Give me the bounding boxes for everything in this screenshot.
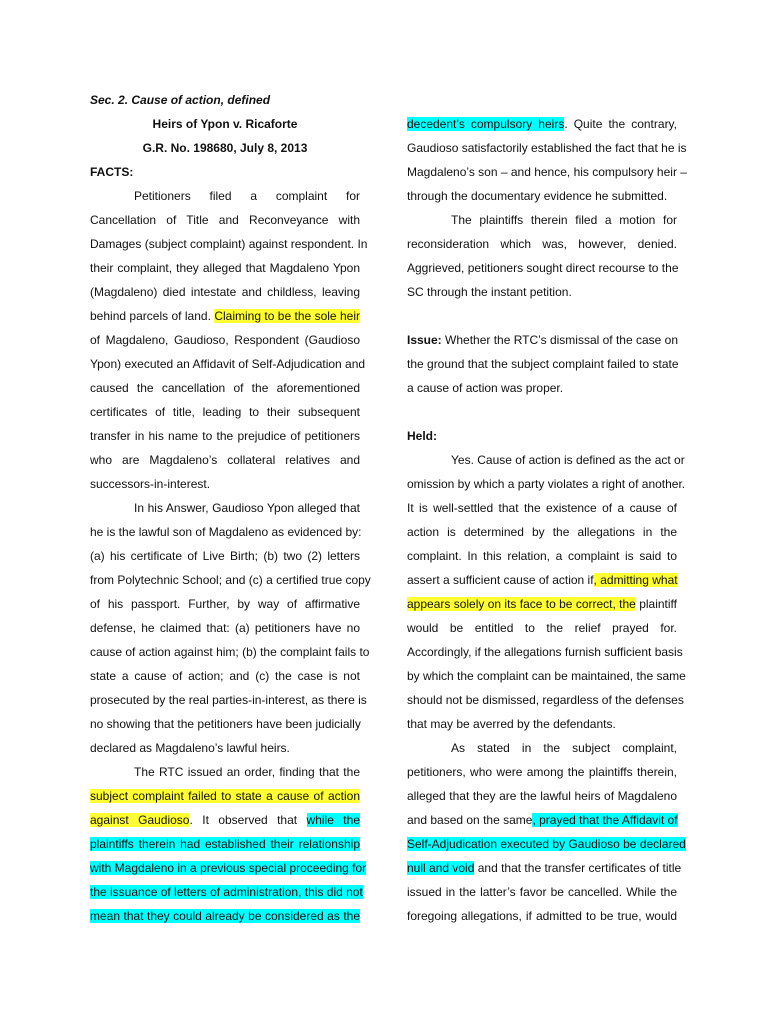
- text-line: by which the complaint can be maintained, the same: [407, 669, 686, 683]
- case-number: G.R. No. 198680, July 8, 2013: [142, 141, 308, 155]
- text-line: SC through the instant petition.: [407, 285, 572, 299]
- text-line: The plaintiffs therein filed a motion for: [451, 213, 677, 227]
- text-line: (a) his certificate of Live Birth; (b) two (2) letters: [90, 549, 360, 563]
- text-line: [407, 832, 686, 856]
- highlight-yellow: Claiming to be the sole heir: [214, 309, 360, 323]
- text-line: The RTC issued an order, finding that the: [134, 765, 360, 779]
- text-line: through the documentary evidence he submitted.: [407, 189, 668, 203]
- text-line: Accordingly, if the allegations furnish sufficient basis: [407, 645, 683, 659]
- text-line: of Magdaleno, Gaudioso, Respondent (Gaudioso: [90, 333, 360, 347]
- text-line: Ypon) executed an Affidavit of Self-Adjudication and: [90, 357, 366, 371]
- text-line: cause of action against him; (b) the complaint fails to: [90, 645, 370, 659]
- text-line: against Gaudioso. It observed that while the: [90, 813, 360, 827]
- spacer: [407, 304, 677, 328]
- text-line: that may be averred by the defendants.: [407, 717, 616, 731]
- text-line: issued in the latter’s favor be cancelled. While the: [407, 885, 677, 899]
- text-line: defense, he claimed that: (a) petitioners have no: [90, 621, 360, 635]
- text-line: action is determined by the allegations in the: [407, 525, 677, 539]
- text-line: caused the cancellation of the aforementioned: [90, 381, 360, 395]
- text-line: decedent’s compulsory heirs. Quite the contrary,: [407, 117, 678, 131]
- text-line: petitioners, who were among the plaintiffs therein,: [407, 765, 677, 779]
- text-line: and based on the same, prayed that the Affidavit of: [407, 813, 678, 827]
- text-line: In his Answer, Gaudioso Ypon alleged that: [134, 501, 360, 515]
- text-line: would be entitled to the relief prayed for.: [407, 621, 677, 635]
- text-line: alleged that they are the lawful heirs of Magdaleno: [407, 789, 677, 803]
- highlight-yellow: , admitting what: [593, 573, 678, 587]
- text-line: Petitioners filed a complaint for: [134, 189, 360, 203]
- facts-label: FACTS:: [90, 165, 134, 179]
- text-line: Gaudioso satisfactorily established the fact that he is: [407, 141, 687, 155]
- issue-line: Issue: Whether the RTC’s dismissal of the case on: [407, 333, 679, 347]
- held-label: Held:: [407, 429, 437, 443]
- text-line: transfer in his name to the prejudice of petitioners: [90, 429, 360, 443]
- text-line: certificates of title, leading to their subsequent: [90, 405, 360, 419]
- highlight-cyan: decedent’s compulsory heirs: [407, 117, 565, 131]
- highlight-cyan: mean that they could already be considered as the: [90, 909, 360, 923]
- text-line: declared as Magdaleno’s lawful heirs.: [90, 741, 290, 755]
- text-line: Yes. Cause of action is defined as the act or: [451, 453, 685, 467]
- text-line: assert a sufficient cause of action if, admitting what: [407, 573, 678, 587]
- left-column: [90, 88, 371, 928]
- highlight-cyan: , prayed that the Affidavit of: [532, 813, 678, 827]
- text-line: Magdaleno’s son – and hence, his compulsory heir –: [407, 165, 687, 179]
- text-line: their complaint, they alleged that Magdaleno Ypon: [90, 261, 360, 275]
- text-line: successors-in-interest.: [90, 477, 211, 491]
- text-line: omission by which a party violates a right of another.: [407, 477, 686, 491]
- text-line: [90, 880, 363, 904]
- text-line: complaint. In this relation, a complaint is said to: [407, 549, 677, 563]
- text-line: [90, 856, 367, 880]
- text-line: It is well-settled that the existence of a cause of: [407, 501, 677, 515]
- text-line: from Polytechnic School; and (c) a certified true copy: [90, 573, 371, 587]
- text-line: should not be dismissed, regardless of the defenses: [407, 693, 684, 707]
- text-line: behind parcels of land. Claiming to be the sole heir: [90, 309, 360, 323]
- text-line: [90, 832, 360, 856]
- highlight-cyan: Self-Adjudication executed by Gaudioso be declared: [407, 837, 686, 851]
- highlight-cyan: null and void: [407, 861, 475, 875]
- issue-label: Issue:: [407, 333, 442, 347]
- text-line: (Magdaleno) died intestate and childless, leaving: [90, 285, 360, 299]
- highlight-cyan: plaintiffs therein had established their relationship: [90, 837, 360, 851]
- text-line: Cancellation of Title and Reconveyance with: [90, 213, 360, 227]
- text-line: appears solely on its face to be correct, the plaintiff: [407, 597, 678, 611]
- case-title: Heirs of Ypon v. Ricaforte: [152, 117, 298, 131]
- text-line: a cause of action was proper.: [407, 381, 564, 395]
- highlight-cyan: with Magdaleno in a previous special proceeding for: [90, 861, 367, 875]
- highlight-yellow: subject complaint failed to state a cause of action: [90, 789, 360, 803]
- spacer: [407, 400, 677, 424]
- highlight-cyan: the issuance of letters of administration, this did not: [90, 885, 363, 899]
- highlight-yellow: appears solely on its face to be correct, the: [407, 597, 636, 611]
- text-line: Aggrieved, petitioners sought direct recourse to the: [407, 261, 679, 275]
- text-line: no showing that the petitioners have been judicially: [90, 717, 361, 731]
- text-line: Damages (subject complaint) against respondent. In: [90, 237, 368, 251]
- text-line: of his passport. Further, by way of affirmative: [90, 597, 360, 611]
- highlight-cyan: while the: [306, 813, 360, 827]
- text-line: null and void and that the transfer certificates of title: [407, 861, 682, 875]
- text-line: who are Magdaleno’s collateral relatives and: [90, 453, 360, 467]
- text-line: he is the lawful son of Magdaleno as evidenced by:: [90, 525, 362, 539]
- text-line: foregoing allegations, if admitted to be true, would: [407, 909, 677, 923]
- section-heading: Sec. 2. Cause of action, defined: [90, 93, 271, 107]
- text-line: [90, 904, 360, 928]
- right-column: [407, 112, 687, 928]
- text-line: prosecuted by the real parties-in-interest, as there is: [90, 693, 367, 707]
- highlight-yellow: against Gaudioso: [90, 813, 190, 827]
- text-line: state a cause of action; and (c) the case is not: [90, 669, 360, 683]
- text-line: [90, 784, 360, 808]
- text-line: the ground that the subject complaint failed to state: [407, 357, 679, 371]
- text-line: As stated in the subject complaint,: [451, 741, 677, 755]
- text-line: reconsideration which was, however, denied.: [407, 237, 677, 251]
